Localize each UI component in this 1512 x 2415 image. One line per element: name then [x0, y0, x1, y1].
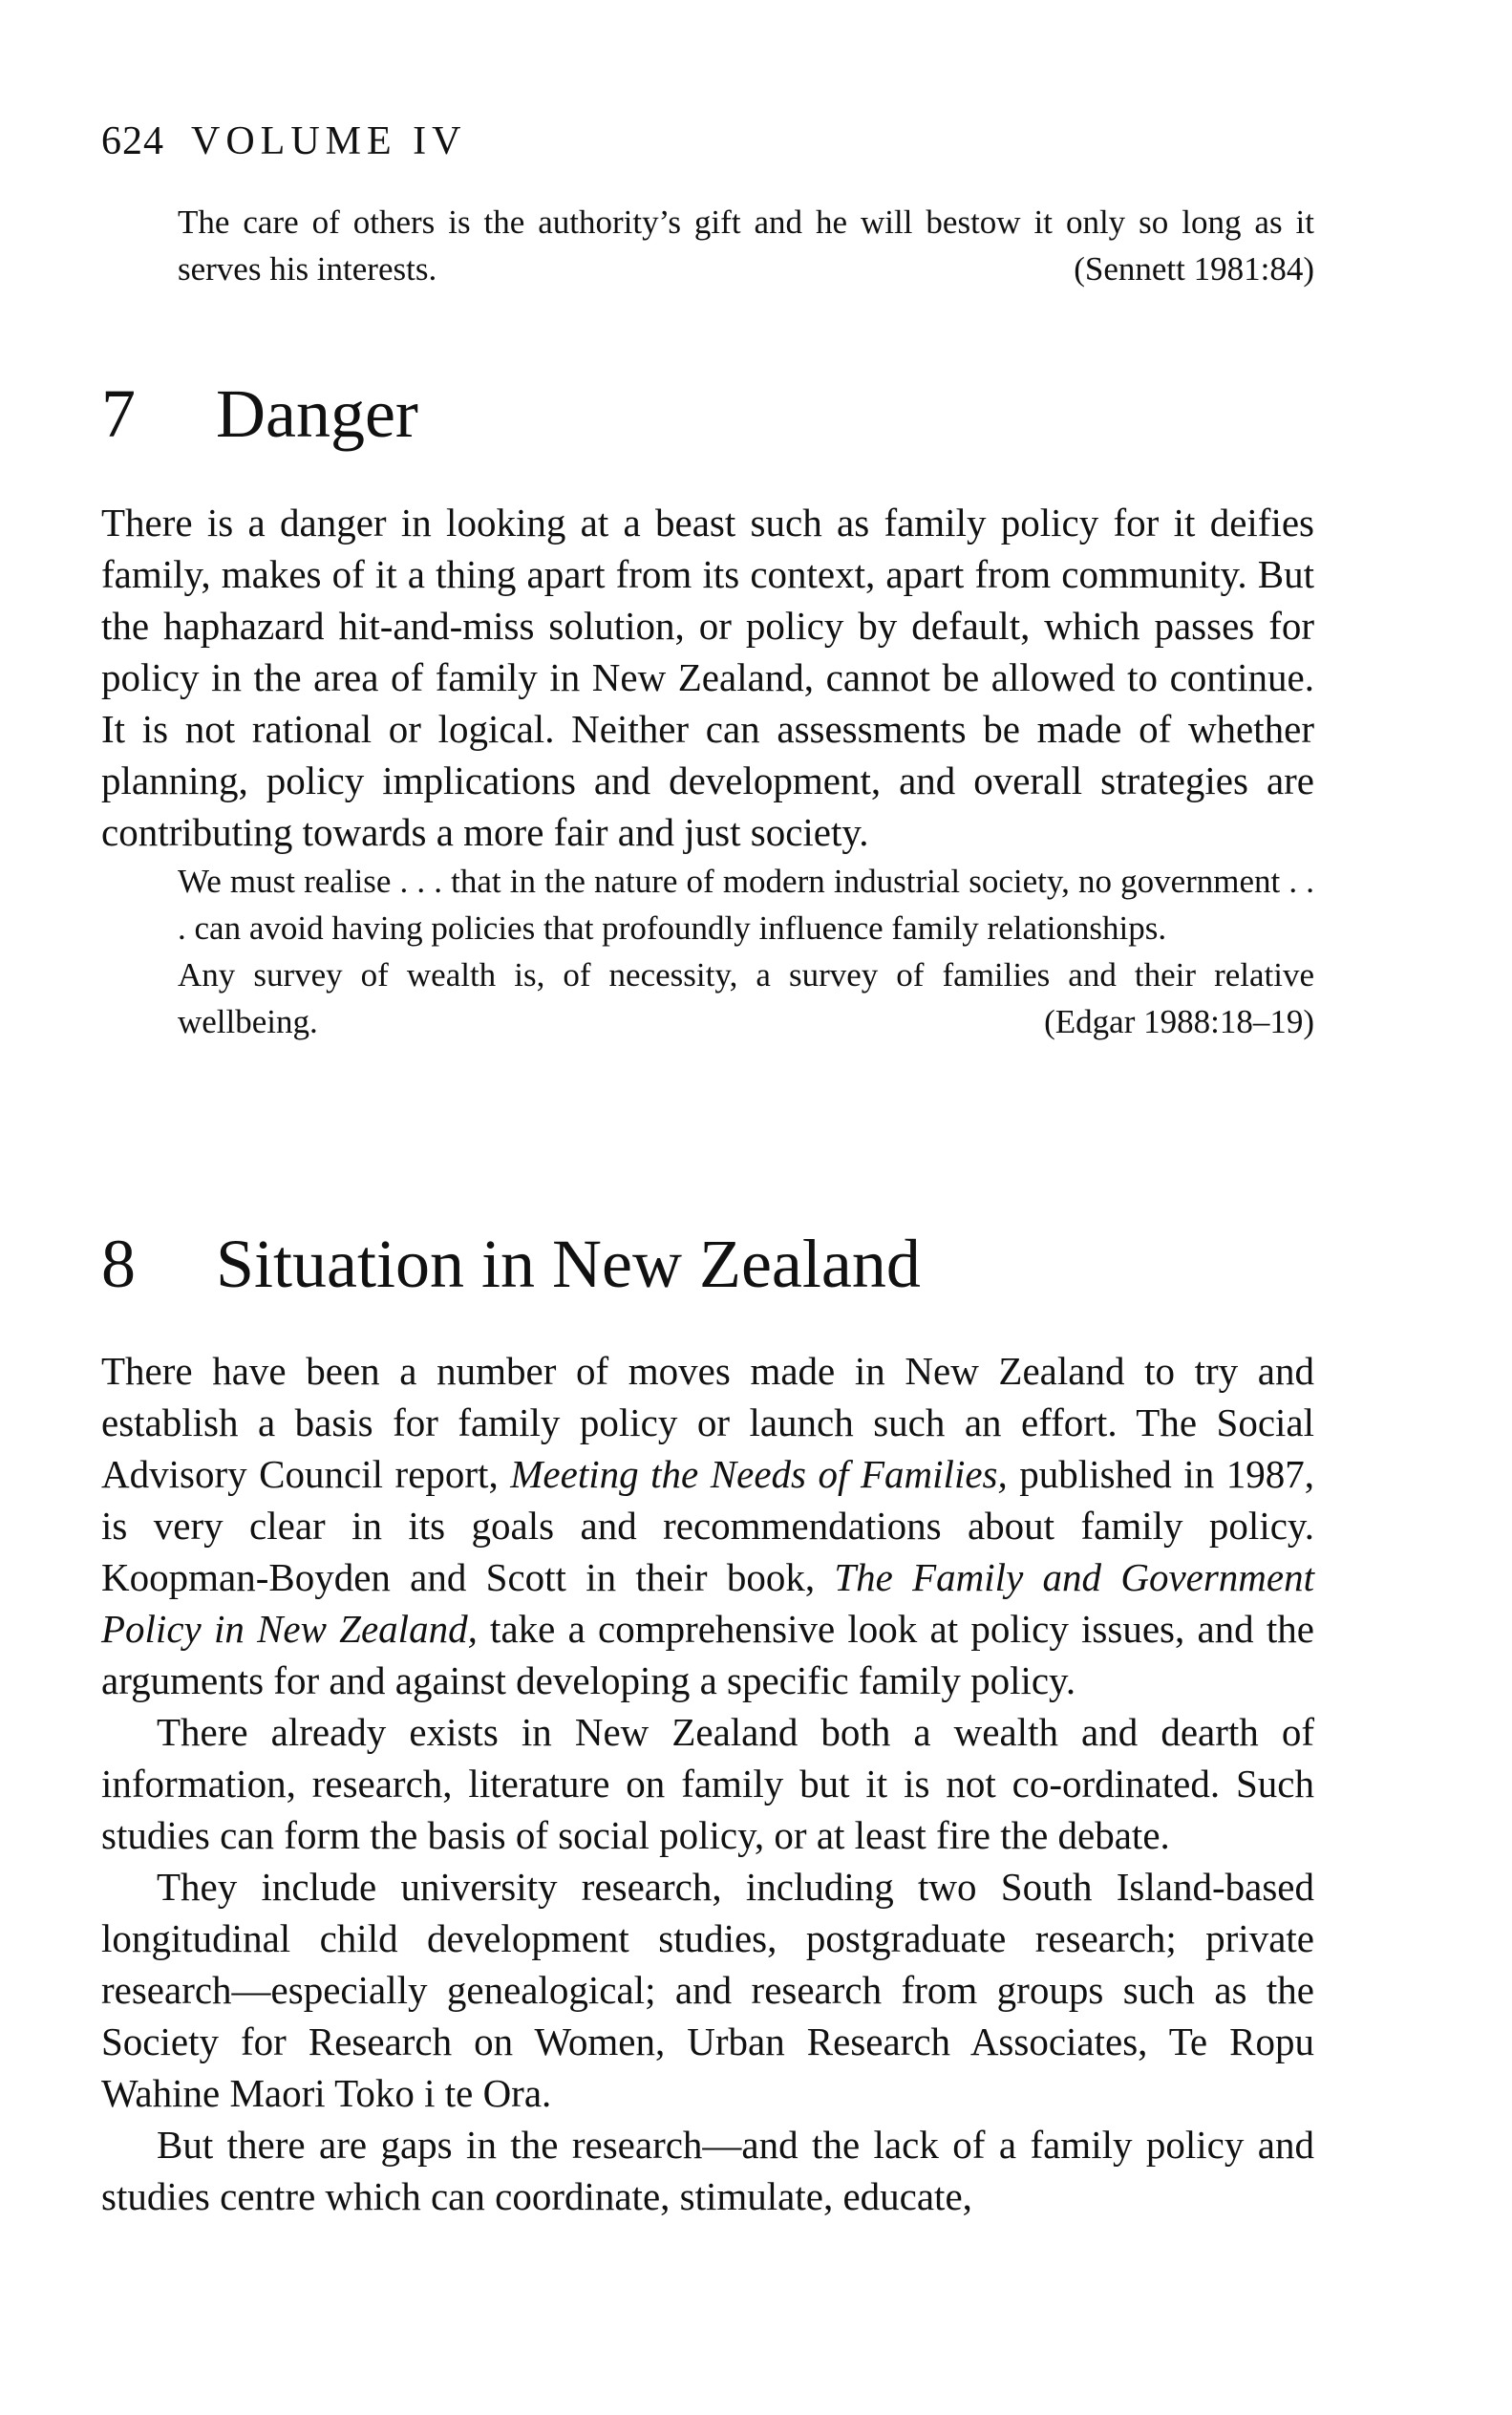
section-situation-body	[101, 1345, 1314, 2222]
paragraph-text: take a comprehensive look at policy issues, and the arguments for and against developing a specific family policy.	[101, 1607, 1314, 1702]
paragraph: There is a danger in looking at a beast such as family policy for it deifies family, makes of it a thing apart from its context, apart from community. But the haphazard hit-and-miss solution, or policy by default, which passes for policy in the area of family in New Zealand, cannot be allowed to continue. It is not rational or logical. Neither can assessments be made of whether planning, policy implications and development, and overall strategies are contributing towards a more fair and just society.	[101, 501, 1314, 854]
epigraph-citation: (Sennett 1981:84)	[1074, 250, 1314, 288]
paragraph: They include university research, including two South Island-based longitudinal child development studies, postgraduate research; private research—especially genealogical; and research from groups such as the Society for Research on Women, Urban Research Associates, Te Ropu Wahine Maori Toko i te Ora.	[101, 1865, 1314, 2115]
book-title: The Family and Government Policy in New Zealand,	[101, 1555, 1314, 1651]
block-quote	[178, 858, 1314, 1045]
paragraph-text: There have been a number of moves made in New Zealand to try and establish a basis for family policy or launch such an effort. The Social Advisory Council report,	[101, 1349, 1314, 1496]
block-quote-citation: (Edgar 1988:18–19)	[1044, 1003, 1314, 1040]
section-number: 8	[101, 1226, 136, 1302]
block-quote-text-2: Any survey of wealth is, of necessity, a survey of families and their relative wellbeing.	[178, 956, 1314, 1040]
paragraph-text: published in 1987, is very clear in its goals and recommendations about family policy. Koopman-Boyden and Scott in their book,	[101, 1452, 1315, 1599]
block-quote-text	[178, 951, 1314, 1045]
section-heading-danger	[101, 374, 418, 454]
section-danger-body	[101, 497, 1314, 1045]
section-title: Danger	[216, 375, 418, 452]
paragraph	[101, 1345, 1314, 1706]
section-title: Situation in New Zealand	[216, 1226, 921, 1302]
paragraph: There already exists in New Zealand both a wealth and dearth of information, research, literature on family but it is not co-ordinated. Such studies can form the basis of social policy, or at least fire the debate.	[101, 1710, 1314, 1857]
epigraph-text: The care of others is the authority’s gift and he will bestow it only so long as it serves his interests.	[178, 203, 1314, 288]
section-heading-situation	[101, 1225, 921, 1304]
block-quote-text: We must realise . . . that in the nature of modern industrial society, no government . . . can avoid having policies that profoundly influence family relationships.	[178, 863, 1314, 947]
page-number: 624	[101, 119, 164, 163]
running-head	[101, 118, 466, 164]
section-number: 7	[101, 375, 136, 452]
volume-label: VOLUME IV	[191, 119, 467, 163]
report-title: Meeting the Needs of Families,	[510, 1452, 1008, 1496]
epigraph-quote	[178, 199, 1314, 292]
paragraph: But there are gaps in the research—and the lack of a family policy and studies centre which can coordinate, stimulate, educate,	[101, 2123, 1314, 2218]
